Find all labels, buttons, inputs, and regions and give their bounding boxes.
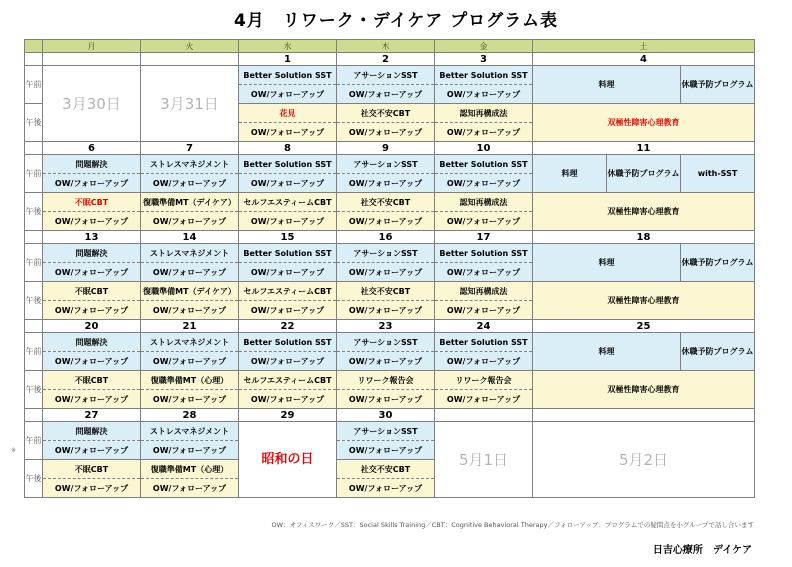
date-cell: 4: [533, 53, 755, 66]
date-cell: 28: [141, 409, 239, 422]
program-cell: Better Solution SST: [239, 66, 337, 85]
date-cell: 22: [239, 320, 337, 333]
page-title: 4月 リワーク・デイケア プログラム表: [233, 11, 559, 31]
program-cell: Better Solution SST: [239, 155, 337, 174]
saturday-pm-program: 双極性障害心理教育: [533, 104, 755, 142]
date-cell: 8: [239, 142, 337, 155]
weekday-fri: 金: [435, 40, 533, 53]
program-cell: 社交不安CBT: [337, 282, 435, 301]
program-cell-highlight: 不眠CBT: [43, 193, 141, 212]
pm-label: 午後: [25, 282, 43, 320]
program-cell: アサーションSST: [337, 422, 435, 441]
weekday-thu: 木: [337, 40, 435, 53]
saturday-am-program: 料理: [533, 244, 681, 282]
program-cell: ストレスマネジメント: [141, 333, 239, 352]
date-cell: [141, 53, 239, 66]
program-cell: ストレスマネジメント: [141, 422, 239, 441]
program-cell: OW/フォローアップ: [239, 174, 337, 193]
date-cell: [533, 409, 755, 422]
program-cell: OW/フォローアップ: [435, 123, 533, 142]
saturday-am-program: 休職予防プログラム: [607, 155, 681, 193]
saturday-am-program: 休職予防プログラム: [681, 333, 755, 371]
prev-month-date: 3月31日: [141, 66, 239, 142]
date-cell: 17: [435, 231, 533, 244]
am-row: [25, 333, 755, 352]
program-cell: OW/フォローアップ: [435, 352, 533, 371]
program-cell: アサーションSST: [337, 333, 435, 352]
saturday-am-program: 料理: [533, 66, 681, 104]
date-cell: 2: [337, 53, 435, 66]
program-cell: OW/フォローアップ: [435, 301, 533, 320]
program-cell: 不眠CBT: [43, 282, 141, 301]
program-cell: OW/フォローアップ: [43, 174, 141, 193]
saturday-am-program: with-SST: [681, 155, 755, 193]
am-label: 午前: [25, 333, 43, 371]
program-cell: ストレスマネジメント: [141, 244, 239, 263]
am-label: 午前: [25, 244, 43, 282]
saturday-pm-program: 双極性障害心理教育: [533, 193, 755, 231]
date-cell: 3: [435, 53, 533, 66]
program-cell: OW/フォローアップ: [43, 441, 141, 460]
program-cell: OW/フォローアップ: [337, 123, 435, 142]
program-cell: 認知再構成法: [435, 104, 533, 123]
date-cell: 27: [43, 409, 141, 422]
holiday-cell: 昭和の日: [239, 422, 337, 498]
weekday-sat: 土: [533, 40, 755, 53]
next-month-date: 5月2日: [533, 422, 755, 498]
program-cell: リワーク報告会: [435, 371, 533, 390]
date-cell: 20: [43, 320, 141, 333]
date-cell: 23: [337, 320, 435, 333]
date-cell: 15: [239, 231, 337, 244]
saturday-pm-program: 双極性障害心理教育: [533, 371, 755, 409]
date-cell: 11: [533, 142, 755, 155]
program-cell: OW/フォローアップ: [239, 352, 337, 371]
program-cell: Better Solution SST: [435, 66, 533, 85]
program-cell: OW/フォローアップ: [141, 441, 239, 460]
date-cell: 21: [141, 320, 239, 333]
program-cell: OW/フォローアップ: [337, 352, 435, 371]
program-cell: OW/フォローアップ: [141, 263, 239, 282]
program-cell: OW/フォローアップ: [239, 85, 337, 104]
am-row: [25, 244, 755, 263]
date-row: [25, 231, 755, 244]
program-cell: 社交不安CBT: [337, 104, 435, 123]
program-cell: OW/フォローアップ: [337, 174, 435, 193]
weekday-mon: 月: [43, 40, 141, 53]
program-cell: セルフエスティームCBT: [239, 193, 337, 212]
program-cell: OW/フォローアップ: [435, 263, 533, 282]
program-cell: OW/フォローアップ: [239, 123, 337, 142]
program-cell: 社交不安CBT: [337, 460, 435, 479]
program-cell: Better Solution SST: [435, 333, 533, 352]
program-cell: OW/フォローアップ: [337, 441, 435, 460]
program-cell: 認知再構成法: [435, 282, 533, 301]
program-cell: セルフエスティームCBT: [239, 371, 337, 390]
next-month-date: 5月1日: [435, 422, 533, 498]
date-cell: 14: [141, 231, 239, 244]
date-cell: 9: [337, 142, 435, 155]
program-cell: OW/フォローアップ: [435, 85, 533, 104]
program-cell: OW/フォローアップ: [141, 352, 239, 371]
date-cell: 13: [43, 231, 141, 244]
program-cell: OW/フォローアップ: [43, 263, 141, 282]
program-cell: OW/フォローアップ: [43, 390, 141, 409]
saturday-am-program: 休職予防プログラム: [681, 66, 755, 104]
date-row: [25, 409, 755, 422]
program-cell: 問題解決: [43, 155, 141, 174]
program-cell: 認知再構成法: [435, 193, 533, 212]
program-cell: Better Solution SST: [239, 333, 337, 352]
program-cell: OW/フォローアップ: [141, 390, 239, 409]
date-cell: 30: [337, 409, 435, 422]
program-cell: 復職準備MT（デイケア）: [141, 282, 239, 301]
am-label: 午前: [25, 422, 43, 460]
date-cell: 7: [141, 142, 239, 155]
pm-label: 午後: [25, 460, 43, 498]
program-cell: リワーク報告会: [337, 371, 435, 390]
program-cell: 復職準備MT（デイケア）: [141, 193, 239, 212]
program-cell: OW/フォローアップ: [141, 301, 239, 320]
date-cell: 24: [435, 320, 533, 333]
program-cell: OW/フォローアップ: [43, 352, 141, 371]
date-row: [25, 320, 755, 333]
weekday-tue: 火: [141, 40, 239, 53]
program-cell: アサーションSST: [337, 66, 435, 85]
program-cell: アサーションSST: [337, 155, 435, 174]
am-row: [25, 422, 755, 441]
program-cell: OW/フォローアップ: [435, 390, 533, 409]
am-row: [25, 66, 755, 85]
program-cell: OW/フォローアップ: [141, 479, 239, 498]
program-cell: OW/フォローアップ: [43, 479, 141, 498]
program-cell: OW/フォローアップ: [337, 390, 435, 409]
program-cell: OW/フォローアップ: [337, 263, 435, 282]
pm-row: [25, 282, 755, 301]
organization-name: 日吉心療所 デイケア: [652, 545, 752, 556]
saturday-am-program: 料理: [533, 155, 607, 193]
program-cell: OW/フォローアップ: [239, 301, 337, 320]
program-cell: OW/フォローアップ: [337, 479, 435, 498]
am-row: [25, 155, 755, 174]
program-cell: 不眠CBT: [43, 460, 141, 479]
program-cell: OW/フォローアップ: [337, 85, 435, 104]
program-cell: Better Solution SST: [239, 244, 337, 263]
program-cell: アサーションSST: [337, 244, 435, 263]
date-cell: 29: [239, 409, 337, 422]
program-cell: セルフエスティームCBT: [239, 282, 337, 301]
date-cell: 10: [435, 142, 533, 155]
program-cell: 問題解決: [43, 422, 141, 441]
program-cell: OW/フォローアップ: [141, 174, 239, 193]
pm-row: [25, 371, 755, 390]
program-cell: 復職準備MT（心理）: [141, 460, 239, 479]
weekday-wed: 水: [239, 40, 337, 53]
program-cell: OW/フォローアップ: [435, 212, 533, 231]
date-cell: [43, 53, 141, 66]
program-cell: OW/フォローアップ: [337, 301, 435, 320]
date-cell: [435, 409, 533, 422]
program-cell: 問題解決: [43, 333, 141, 352]
pm-label: 午後: [25, 193, 43, 231]
program-cell: 社交不安CBT: [337, 193, 435, 212]
saturday-am-program: 休職予防プログラム: [681, 244, 755, 282]
date-cell: 25: [533, 320, 755, 333]
date-cell: 1: [239, 53, 337, 66]
am-label: 午前: [25, 66, 43, 104]
date-row: [25, 53, 755, 66]
weekday-header-row: [25, 40, 755, 53]
date-cell: 18: [533, 231, 755, 244]
pm-label: 午後: [25, 104, 43, 142]
program-cell: OW/フォローアップ: [435, 174, 533, 193]
program-cell: 不眠CBT: [43, 371, 141, 390]
date-cell: 6: [43, 142, 141, 155]
program-cell: OW/フォローアップ: [239, 212, 337, 231]
pm-row: [25, 193, 755, 212]
program-cell: Better Solution SST: [435, 244, 533, 263]
program-cell: 問題解決: [43, 244, 141, 263]
program-cell: OW/フォローアップ: [337, 212, 435, 231]
program-calendar: [24, 39, 755, 498]
program-cell-highlight: 花見: [239, 104, 337, 123]
saturday-pm-program: 双極性障害心理教育: [533, 282, 755, 320]
date-row: [25, 142, 755, 155]
program-cell: OW/フォローアップ: [239, 390, 337, 409]
pm-label: 午後: [25, 371, 43, 409]
program-cell: OW/フォローアップ: [43, 301, 141, 320]
program-cell: 復職準備MT（心理）: [141, 371, 239, 390]
side-mark: ※: [11, 447, 17, 454]
prev-month-date: 3月30日: [43, 66, 141, 142]
program-cell: ストレスマネジメント: [141, 155, 239, 174]
program-cell: OW/フォローアップ: [43, 212, 141, 231]
program-cell: OW/フォローアップ: [141, 212, 239, 231]
program-cell: OW/フォローアップ: [239, 263, 337, 282]
program-cell: Better Solution SST: [435, 155, 533, 174]
date-cell: 16: [337, 231, 435, 244]
am-label: 午前: [25, 155, 43, 193]
footnote: OW：オフィスワーク／SST：Social Skills Training／CBT：Cognitive Behavioral Therapy／フォローアップ：プログラムでの疑問点を小グループで話し合います: [271, 521, 754, 529]
saturday-am-program: 料理: [533, 333, 681, 371]
